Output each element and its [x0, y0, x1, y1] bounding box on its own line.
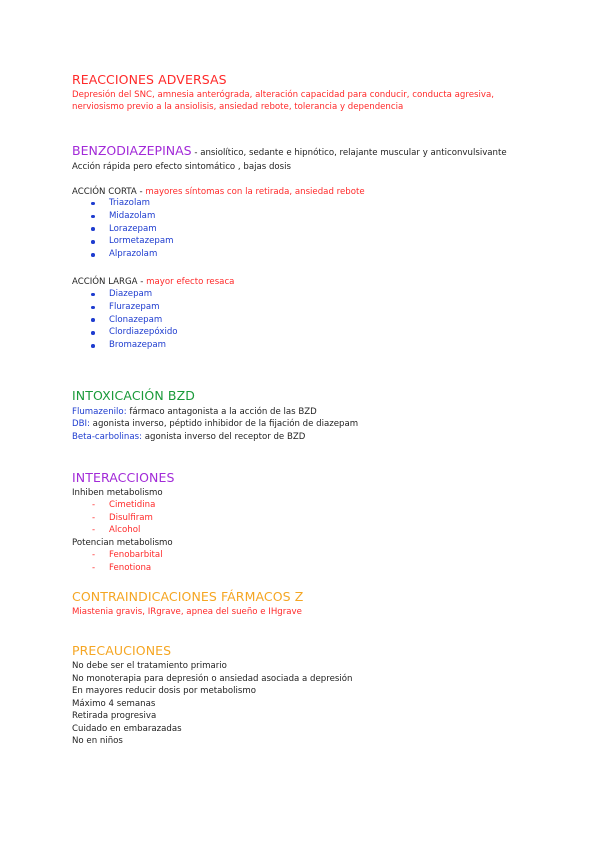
bullet-icon	[91, 293, 95, 297]
bullet-icon	[91, 344, 95, 348]
benzo-description: - ansiolítico, sedante e hipnótico, relajante muscular y anticonvulsivante	[191, 148, 507, 158]
precaucion-line: En mayores reducir dosis por metabolismo	[72, 686, 256, 696]
list-item: Triazolam	[72, 197, 173, 210]
list-item: Diazepam	[72, 288, 178, 301]
section-title-intoxicacion: INTOXICACIÓN BZD	[72, 388, 195, 403]
list-item: Lormetazepam	[72, 235, 173, 248]
contra-line-1: Miastenia gravis, IRgrave, apnea del sueño e IHgrave	[72, 607, 302, 617]
intox-line-1: Flumazenilo: fármaco antagonista a la acción de las BZD	[72, 407, 317, 417]
accion-larga-list	[72, 288, 178, 352]
bullet-icon	[91, 318, 95, 322]
flumazenilo-term: Flumazenilo:	[72, 407, 127, 417]
bullet-icon	[91, 240, 95, 244]
inhiben-label: Inhiben metabolismo	[72, 488, 163, 498]
dash-icon: -	[92, 550, 96, 560]
beta-carbolinas-term: Beta-carbolinas:	[72, 432, 143, 442]
bullet-icon	[91, 215, 95, 219]
bullet-icon	[91, 227, 95, 231]
dash-icon: -	[92, 512, 96, 523]
potencian-list	[72, 549, 163, 574]
list-item: Alprazolam	[72, 248, 173, 261]
accion-corta-label: ACCIÓN CORTA -	[72, 187, 146, 197]
list-item: - Cimetidina	[92, 500, 156, 510]
accion-corta-note: mayores síntomas con la retirada, ansiedad rebote	[145, 187, 365, 197]
section-title-reacciones: REACCIONES ADVERSAS	[72, 72, 227, 87]
reacciones-line-1: Depresión del SNC, amnesia anterógrada, alteración capacidad para conducir, conducta agresiva,	[72, 90, 494, 100]
list-item: - Disulfiram	[92, 512, 153, 523]
precaucion-line: No en niños	[72, 736, 123, 746]
precaucion-line: No monoterapia para depresión o ansiedad asociada a depresión	[72, 673, 353, 684]
inhiben-list	[72, 499, 155, 537]
precaucion-line: Retirada progresiva	[72, 711, 157, 721]
intox-line-3: Beta-carbolinas: agonista inverso del receptor de BZD	[72, 432, 306, 442]
list-item: Bromazepam	[72, 339, 178, 352]
bullet-icon	[91, 331, 95, 335]
list-item: - Fenotiona	[92, 562, 152, 573]
list-item: Lorazepam	[72, 223, 173, 236]
section-title-contraindicaciones: CONTRAINDICACIONES FÁRMACOS Z	[72, 589, 304, 604]
precaucion-line: Máximo 4 semanas	[72, 698, 156, 709]
accion-corta-list	[72, 197, 173, 261]
accion-larga-label: ACCIÓN LARGA -	[72, 277, 147, 287]
dash-icon: -	[92, 525, 96, 536]
list-item: Clonazepam	[72, 314, 178, 327]
benzo-heading-line	[72, 145, 507, 159]
list-item: - Fenobarbital	[92, 550, 163, 560]
intox-line-2: DBI: agonista inverso, péptido inhibidor de la fijación de diazepam	[72, 419, 359, 429]
bullet-icon	[91, 306, 95, 310]
bullet-icon	[91, 202, 95, 206]
section-title-benzo: BENZODIAZEPINAS	[72, 143, 192, 158]
dash-icon: -	[92, 562, 96, 573]
list-item: Flurazepam	[72, 301, 178, 314]
precaucion-line: Cuidado en embarazadas	[72, 723, 182, 734]
bullet-icon	[91, 253, 95, 257]
accion-larga-note: mayor efecto resaca	[146, 277, 235, 287]
precaucion-line: No debe ser el tratamiento primario	[72, 661, 227, 671]
benzo-line-2: Acción rápida pero efecto sintomático , bajas dosis	[72, 162, 292, 172]
section-title-interacciones: INTERACCIONES	[72, 470, 175, 485]
list-item: - Alcohol	[92, 525, 141, 536]
potencian-label: Potencian metabolismo	[72, 538, 173, 548]
dbi-term: DBI:	[72, 419, 90, 429]
list-item: Clordiazepóxido	[72, 326, 178, 339]
reacciones-line-2: nerviosismo previo a la ansiolisis, ansiedad rebote, tolerancia y dependencia	[72, 102, 404, 112]
section-title-precauciones: PRECAUCIONES	[72, 643, 172, 658]
accion-larga-line	[72, 276, 234, 288]
dash-icon: -	[92, 500, 96, 510]
list-item: Midazolam	[72, 210, 173, 223]
